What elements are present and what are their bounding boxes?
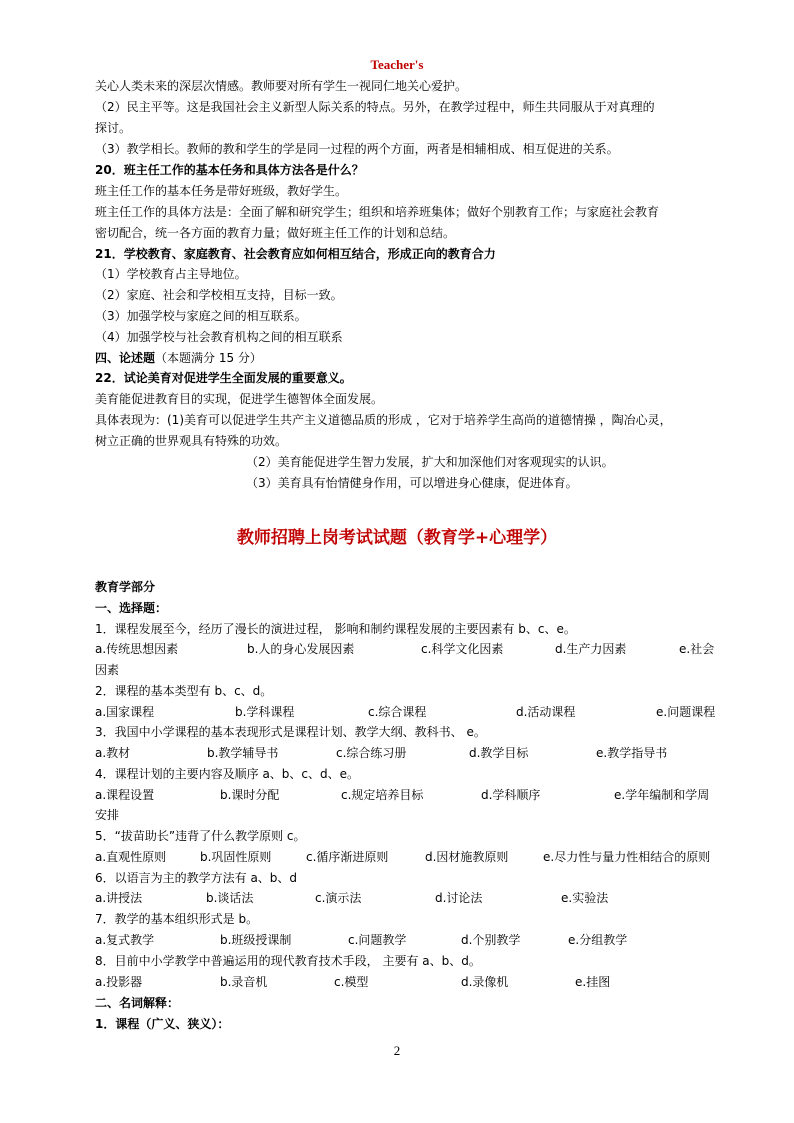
question-heading-22: 22．试论美育对促进学生全面发展的重要意义。: [95, 371, 352, 385]
page-number: 2: [393, 1043, 401, 1058]
question-heading-21: 21．学校教育、家庭教育、社会教育应如何相互结合，形成正向的教育合力: [95, 247, 496, 261]
option: e.问题课程: [656, 705, 716, 719]
option: b.班级授课制: [220, 933, 292, 947]
text-line: 密切配合，统一各方面的教育力量；做好班主任工作的计划和总结。: [95, 226, 456, 240]
option: d.学科顺序: [481, 788, 541, 802]
option: e.实验法: [561, 891, 609, 905]
option: a.投影器: [95, 975, 143, 989]
question-text: 1．课程发展至今，经历了漫长的演进过程， 影响和制约课程发展的主要因素有 b、c、e。: [95, 622, 576, 636]
text-line: （2）美育能促进学生智力发展，扩大和加深他们对客观现实的认识。: [246, 455, 614, 469]
option: c.问题教学: [348, 933, 407, 947]
option: d.生产力因素: [555, 642, 627, 656]
option: e.社会: [679, 642, 715, 656]
option: a.直观性原则: [95, 850, 167, 864]
option: c.科学文化因素: [421, 642, 504, 656]
text-line: 班主任工作的具体方法是：全面了解和研究学生；组织和培养班集体；做好个别教育工作；与家庭社会教育: [95, 205, 660, 219]
section-heading-terms: 二、名词解释：: [95, 996, 180, 1010]
question-heading-20: 20．班主任工作的基本任务和具体方法各是什么？: [95, 163, 364, 177]
text-line: 树立正确的世界观具有特殊的功效。: [95, 434, 288, 448]
page-header: Teacher's: [370, 57, 424, 72]
question-text: 2．课程的基本类型有 b、c、d。: [95, 684, 273, 698]
option: c.演示法: [315, 891, 362, 905]
text-line: （2）家庭、社会和学校相互支持，目标一致。: [95, 288, 343, 302]
option: a.课程设置: [95, 788, 155, 802]
text-line: 安排: [95, 808, 120, 822]
option: a.传统思想因素: [95, 642, 179, 656]
text-line: （3）教学相长。教师的教和学生的学是同一过程的两个方面，两者是相辅相成、相互促进的关系。: [95, 142, 619, 156]
section-heading-essay: [95, 350, 262, 366]
option: d.教学目标: [469, 746, 529, 760]
option: c.综合课程: [368, 705, 427, 719]
option: c.综合练习册: [336, 746, 407, 760]
text-line: （1）学校教育占主导地位。: [95, 267, 247, 281]
section-note: （本题满分 15 分）: [155, 351, 262, 365]
exam-title: 教师招聘上岗考试试题（教育学+心理学）: [236, 528, 558, 548]
option: b.人的身心发展因素: [247, 642, 355, 656]
text-line: 探讨。: [95, 121, 132, 135]
option: e.尽力性与量力性相结合的原则: [543, 850, 711, 864]
text-line: （3）美育具有怡情健身作用，可以增进身心健康，促进体育。: [246, 476, 578, 490]
option: b.教学辅导书: [207, 746, 279, 760]
option: d.活动课程: [516, 705, 576, 719]
option: c.循序渐进原则: [306, 850, 389, 864]
option: e.教学指导书: [596, 746, 668, 760]
option: b.谈话法: [206, 891, 254, 905]
text-line: 因素: [95, 663, 120, 677]
text-line: 具体表现为：(1)美育可以促进学生共产主义道德品质的形成 ，它对于培养学生高尚的道德情操 ，陶冶心灵，: [95, 413, 672, 427]
question-text: 7．教学的基本组织形式是 b。: [95, 912, 259, 926]
section-heading-choice: 一、选择题：: [95, 601, 168, 615]
text-line: 美育能促进教育目的实现，促进学生德智体全面发展。: [95, 392, 384, 406]
option: c.模型: [334, 975, 369, 989]
option: a.国家课程: [95, 705, 155, 719]
option: e.分组教学: [568, 933, 628, 947]
question-text: 5．“拔苗助长”违背了什么教学原则 c。: [95, 829, 306, 843]
text-line: 班主任工作的基本任务是带好班级，教好学生。: [95, 184, 348, 198]
option: b.课时分配: [220, 788, 280, 802]
question-text: 6．以语言为主的教学方法有 a、b、d: [95, 871, 298, 885]
option: d.录像机: [461, 975, 509, 989]
option: a.讲授法: [95, 891, 143, 905]
text-line: （4）加强学校与社会教育机构之间的相互联系: [95, 330, 343, 344]
text-line: （3）加强学校与家庭之间的相互联系。: [95, 309, 307, 323]
text-line: （2）民主平等。这是我国社会主义新型人际关系的特点。另外，在教学过程中，师生共同服从于对真理的: [95, 100, 655, 114]
option: b.学科课程: [235, 705, 295, 719]
option: e.学年编制和学周: [614, 788, 710, 802]
question-text: 4．课程计划的主要内容及顺序 a、b、c、d、e。: [95, 767, 360, 781]
option: e.挂图: [575, 975, 611, 989]
question-text: 8．目前中小学教学中普遍运用的现代教育技术手段， 主要有 a、b、d。: [95, 954, 481, 968]
option: d.因材施教原则: [425, 850, 509, 864]
option: c.规定培养目标: [341, 788, 424, 802]
option: d.讨论法: [435, 891, 483, 905]
text-line: 关心人类未来的深层次情感。教师要对所有学生一视同仁地关心爱护。: [95, 79, 468, 93]
option: b.巩固性原则: [200, 850, 272, 864]
section-label: 四、论述题: [95, 351, 156, 365]
option: a.教材: [95, 746, 131, 760]
term-heading: 1．课程（广义、狭义）：: [95, 1017, 230, 1031]
part-label: 教育学部分: [95, 580, 156, 594]
question-text: 3．我国中小学课程的基本表现形式是课程计划、教学大纲、教科书、 e。: [95, 725, 486, 739]
option: d.个别教学: [461, 933, 521, 947]
option: a.复式教学: [95, 933, 155, 947]
option: b.录音机: [220, 975, 268, 989]
